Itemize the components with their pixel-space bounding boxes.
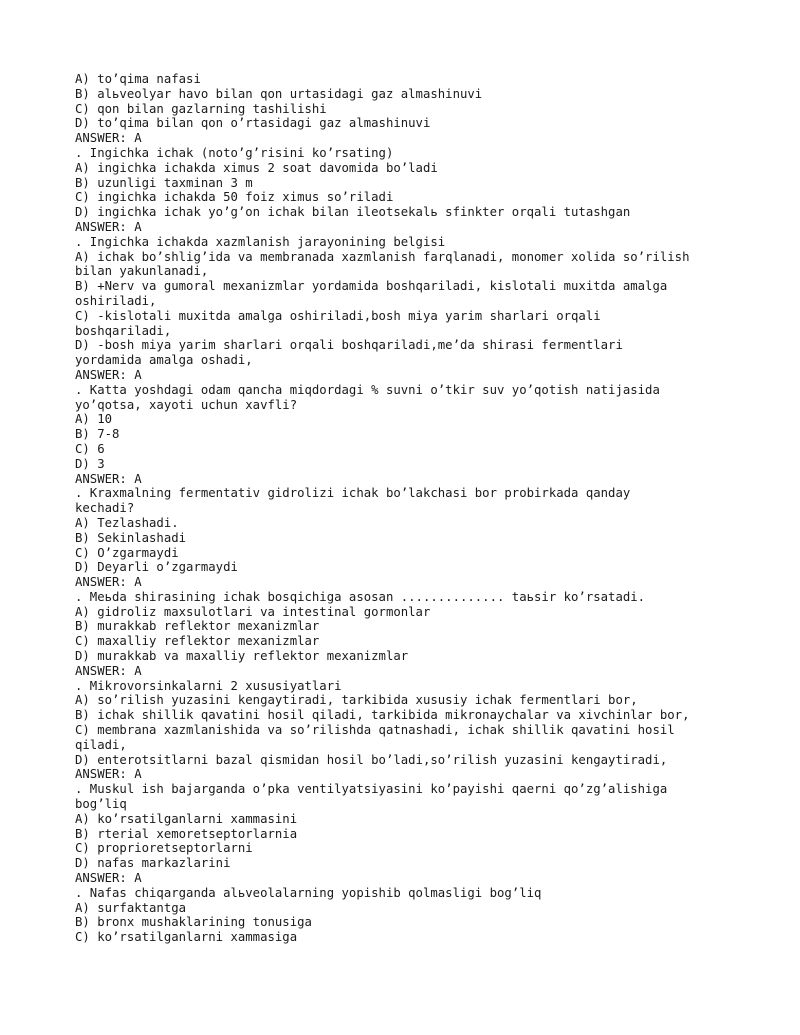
text-line: B) murakkab reflektor mexanizmlar bbox=[75, 619, 320, 634]
text-line: ANSWER: A bbox=[75, 767, 142, 782]
text-line: A) ko’rsatilganlarni xammasini bbox=[75, 811, 298, 826]
text-line: yordamida amalga oshadi, bbox=[75, 353, 253, 368]
text-line: . Muskul ish bajarganda o’pka ventilyatsiyasini ko’payishi qaerni qo’zg’alishiga bbox=[75, 782, 668, 797]
text-line: oshiriladi, bbox=[75, 293, 157, 308]
text-line: C) O’zgarmaydi bbox=[75, 545, 179, 560]
text-line: C) -kislotali muxitda amalga oshiriladi,bosh miya yarim sharlari orqali bbox=[75, 308, 601, 323]
text-line: C) 6 bbox=[75, 441, 105, 456]
text-line: D) Deyarli o’zgarmaydi bbox=[75, 560, 238, 575]
text-line: A) 10 bbox=[75, 412, 113, 427]
text-line: D) to’qima bilan qon o’rtasidagi gaz almashinuvi bbox=[75, 116, 431, 131]
text-line: B) alьveolyar havo bilan qon urtasidagi gaz almashinuvi bbox=[75, 86, 483, 101]
text-line: ANSWER: A bbox=[75, 575, 142, 590]
text-line: yo’qotsa, xayoti uchun xavfli? bbox=[75, 397, 298, 412]
text-line: . Mikrovorsinkalarni 2 xususiyatlari bbox=[75, 678, 342, 693]
text-line: B) +Nerv va gumoral mexanizmlar yordamida boshqariladi, kislotali muxitda amalga bbox=[75, 279, 668, 294]
text-line: . Ingichka ichak (noto’g’risini ko’rsating) bbox=[75, 145, 394, 160]
text-line: . Meьda shirasining ichak bosqichiga asosan .............. taьsir ko’rsatadi. bbox=[75, 589, 646, 604]
text-line: D) -bosh miya yarim sharlari orqali boshqariladi,me’da shirasi fermentlari bbox=[75, 338, 623, 353]
text-line: D) enterotsitlarni bazal qismidan hosil bo’ladi,so’rilish yuzasini kengaytiradi, bbox=[75, 752, 668, 767]
text-line: ANSWER: A bbox=[75, 663, 142, 678]
text-line: . Nafas chiqarganda alьveolalarning yopishib qolmasligi bog’liq bbox=[75, 885, 542, 900]
text-line: A) ingichka ichakda ximus 2 soat davomida bo’ladi bbox=[75, 160, 438, 175]
text-line: B) 7-8 bbox=[75, 427, 120, 442]
text-line: C) qon bilan gazlarning tashilishi bbox=[75, 101, 327, 116]
text-line: B) Sekinlashadi bbox=[75, 530, 187, 545]
text-line: C) proprioretseptorlarni bbox=[75, 841, 253, 856]
text-line: D) nafas markazlarini bbox=[75, 856, 231, 871]
text-line: D) 3 bbox=[75, 456, 105, 471]
text-line: C) ingichka ichakda 50 foiz ximus so’riladi bbox=[75, 190, 394, 205]
text-line: ANSWER: A bbox=[75, 367, 142, 382]
text-line: . Ingichka ichakda xazmlanish jarayonining belgisi bbox=[75, 234, 446, 249]
text-line: ANSWER: A bbox=[75, 871, 142, 886]
text-line: bog’liq bbox=[75, 797, 127, 812]
text-line: B) bronx mushaklarining tonusiga bbox=[75, 915, 312, 930]
text-line: D) murakkab va maxalliy reflektor mexanizmlar bbox=[75, 649, 409, 664]
text-line: ANSWER: A bbox=[75, 131, 142, 146]
text-line: ANSWER: A bbox=[75, 219, 142, 234]
text-line: B) uzunligi taxminan 3 m bbox=[75, 175, 253, 190]
text-line: D) ingichka ichak yo’g’on ichak bilan ileotsekalь sfinkter orqali tutashgan bbox=[75, 205, 631, 220]
text-line: A) to’qima nafasi bbox=[75, 72, 201, 86]
text-line: A) surfaktantga bbox=[75, 900, 187, 915]
text-line: . Katta yoshdagi odam qancha miqdordagi % suvni o’tkir suv yo’qotish natijasida bbox=[75, 382, 660, 397]
text-line: C) membrana xazmlanishida va so’rilishda qatnashadi, ichak shillik qavatini hosil bbox=[75, 723, 675, 738]
text-line: B) ichak shillik qavatini hosil qiladi, tarkibida mikronaychalar va xivchinlar bor, bbox=[75, 708, 690, 723]
text-line: kechadi? bbox=[75, 501, 135, 516]
text-line: ANSWER: A bbox=[75, 471, 142, 486]
text-line: boshqariladi, bbox=[75, 323, 172, 338]
text-line: qiladi, bbox=[75, 737, 127, 752]
document-page bbox=[75, 72, 775, 945]
text-line: bilan yakunlanadi, bbox=[75, 264, 209, 279]
text-line: . Kraxmalning fermentativ gidrolizi ichak bo’lakchasi bor probirkada qanday bbox=[75, 486, 631, 501]
text-line: B) rterial xemoretseptorlarnia bbox=[75, 826, 298, 841]
text-line: A) gidroliz maxsulotlari va intestinal gormonlar bbox=[75, 604, 431, 619]
text-line: A) so’rilish yuzasini kengaytiradi, tarkibida xususiy ichak fermentlari bor, bbox=[75, 693, 638, 708]
text-line: A) ichak bo’shlig’ida va membranada xazmlanish farqlanadi, monomer xolida so’rilish bbox=[75, 249, 690, 264]
text-line: C) ko’rsatilganlarni xammasiga bbox=[75, 930, 298, 945]
text-line: C) maxalliy reflektor mexanizmlar bbox=[75, 634, 320, 649]
text-line: A) Tezlashadi. bbox=[75, 515, 179, 530]
